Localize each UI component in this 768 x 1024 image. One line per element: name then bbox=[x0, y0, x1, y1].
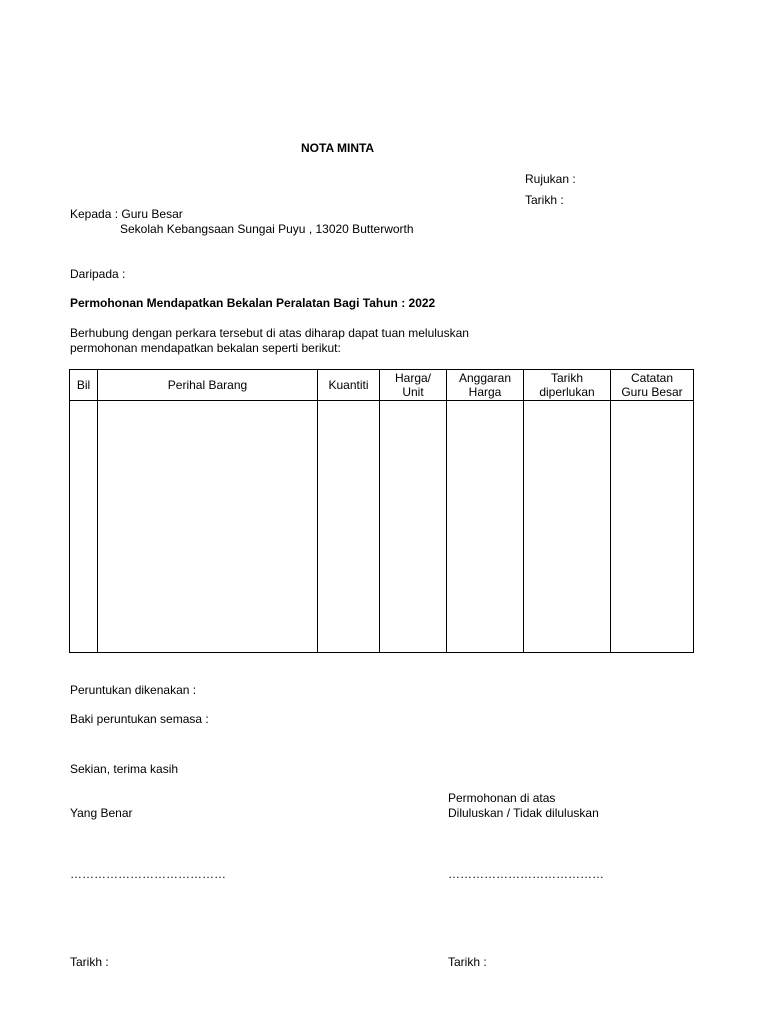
table-cell-perihal-barang[interactable] bbox=[98, 401, 318, 653]
table-cell-harga-unit[interactable] bbox=[380, 401, 447, 653]
column-header-bil: Bil bbox=[70, 370, 98, 401]
signature-line-right: ………………………………… bbox=[448, 867, 604, 881]
column-header-catatan-guru-besar: Catatan Guru Besar bbox=[611, 370, 694, 401]
table-header-row bbox=[70, 370, 694, 401]
approval-line-2: Diluluskan / Tidak diluluskan bbox=[448, 806, 599, 820]
sender-label: Daripada : bbox=[70, 267, 126, 281]
reference-label: Rujukan : bbox=[525, 172, 576, 186]
column-header-anggaran-harga: Anggaran Harga bbox=[447, 370, 524, 401]
table-cell-kuantiti[interactable] bbox=[318, 401, 380, 653]
request-table bbox=[69, 369, 694, 653]
table-row bbox=[70, 401, 694, 653]
date-label-left: Tarikh : bbox=[70, 955, 109, 969]
date-label-right: Tarikh : bbox=[448, 955, 487, 969]
table-cell-catatan-guru-besar[interactable] bbox=[611, 401, 694, 653]
table-cell-anggaran-harga[interactable] bbox=[447, 401, 524, 653]
column-header-perihal-barang: Perihal Barang bbox=[98, 370, 318, 401]
column-header-tarikh-diperlukan: Tarikh diperlukan bbox=[524, 370, 611, 401]
recipient-line: Kepada : Guru Besar bbox=[70, 207, 183, 221]
table-cell-bil[interactable] bbox=[70, 401, 98, 653]
approval-line-1: Permohonan di atas bbox=[448, 791, 556, 805]
allocation-balance-label: Baki peruntukan semasa : bbox=[70, 712, 209, 726]
reference-date-label: Tarikh : bbox=[525, 193, 564, 207]
subject-heading: Permohonan Mendapatkan Bekalan Peralatan Bagi Tahun : 2022 bbox=[70, 296, 436, 310]
signoff-text: Yang Benar bbox=[70, 806, 133, 820]
intro-line-2: permohonan mendapatkan bekalan seperti berikut: bbox=[70, 341, 341, 355]
signature-line-left: ………………………………… bbox=[70, 867, 226, 881]
intro-line-1: Berhubung dengan perkara tersebut di atas diharap dapat tuan meluluskan bbox=[70, 326, 469, 340]
column-header-harga-unit: Harga/ Unit bbox=[380, 370, 447, 401]
table-cell-tarikh-diperlukan[interactable] bbox=[524, 401, 611, 653]
page-title: NOTA MINTA bbox=[301, 141, 375, 155]
column-header-kuantiti: Kuantiti bbox=[318, 370, 380, 401]
closing-text: Sekian, terima kasih bbox=[70, 762, 179, 776]
allocation-charged-label: Peruntukan dikenakan : bbox=[70, 683, 197, 697]
recipient-address: Sekolah Kebangsaan Sungai Puyu , 13020 Butterworth bbox=[120, 222, 414, 236]
